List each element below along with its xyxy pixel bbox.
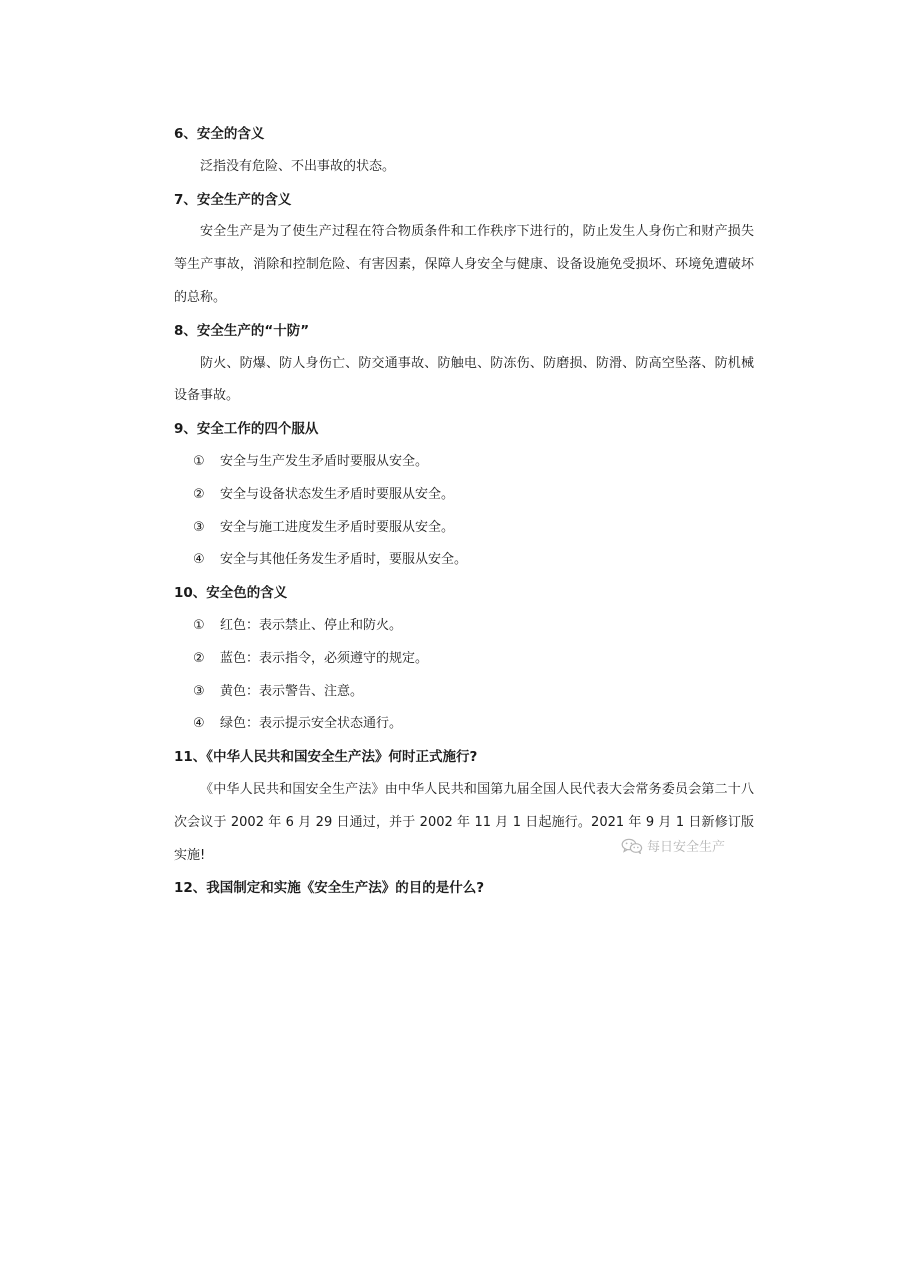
wechat-icon (621, 838, 643, 854)
section-7-body: 安全生产是为了使生产过程在符合物质条件和工作秩序下进行的，防止发生人身伤亡和财产损失等生产事故，消除和控制危险、有害因素，保障人身安全与健康、设备设施免受损坏、环境免遭破坏的总称。 (174, 224, 754, 305)
list-item-text: 安全与施工进度发生矛盾时要服从安全。 (220, 519, 455, 535)
list-item-text: 绿色：表示提示安全状态通行。 (220, 716, 403, 732)
list-item-number: ④ (193, 716, 205, 732)
section-6-body: 泛指没有危险、不出事故的状态。 (200, 158, 396, 174)
list-item-text: 蓝色：表示指令，必须遵守的规定。 (220, 650, 429, 666)
section-8-heading: 8、安全生产的“十防” (174, 322, 310, 339)
list-item (174, 610, 754, 643)
list-item (174, 708, 754, 741)
list-item-text: 黄色：表示警告、注意。 (220, 683, 364, 699)
list-item-text: 安全与其他任务发生矛盾时，要服从安全。 (220, 552, 468, 568)
list-item (174, 643, 754, 676)
section-7-heading: 7、安全生产的含义 (174, 191, 292, 208)
section-11-body: 《中华人民共和国安全生产法》由中华人民共和国第九届全国人民代表大会常务委员会第二十八次会议于 2002 年 6 月 29 日通过，并于 2002 年 11 月 1 日起施行。2021 年 9 月 1 日新修订版实施! (174, 781, 754, 863)
list-item (174, 544, 754, 577)
list-item-number: ② (193, 486, 205, 502)
watermark (621, 836, 725, 855)
list-item (174, 512, 754, 545)
list-item-text: 红色：表示禁止、停止和防火。 (220, 617, 403, 633)
section-11-heading: 11、《中华人民共和国安全生产法》何时正式施行? (174, 749, 478, 766)
list-item-text: 安全与设备状态发生矛盾时要服从安全。 (220, 486, 455, 502)
list-item-number: ① (193, 453, 205, 469)
list-item-number: ① (193, 617, 205, 633)
list-item-number: ③ (193, 683, 205, 699)
list-item-text: 安全与生产发生矛盾时要服从安全。 (220, 453, 429, 469)
document-body (174, 118, 754, 905)
section-12-heading: 12、我国制定和实施《安全生产法》的目的是什么? (174, 880, 485, 897)
section-6-heading: 6、安全的含义 (174, 126, 265, 142)
list-item-number: ④ (193, 552, 205, 568)
list-item-number: ② (193, 650, 205, 666)
list-item (174, 446, 754, 479)
section-9-heading: 9、安全工作的四个服从 (174, 421, 319, 438)
section-10-heading: 10、安全色的含义 (174, 585, 288, 602)
list-item (174, 479, 754, 512)
watermark-text: 每日安全生产 (647, 840, 726, 855)
list-item-number: ③ (193, 519, 205, 535)
list-item (174, 676, 754, 709)
section-8-body: 防火、防爆、防人身伤亡、防交通事故、防触电、防冻伤、防磨损、防滑、防高空坠落、防机械设备事故。 (174, 355, 754, 404)
